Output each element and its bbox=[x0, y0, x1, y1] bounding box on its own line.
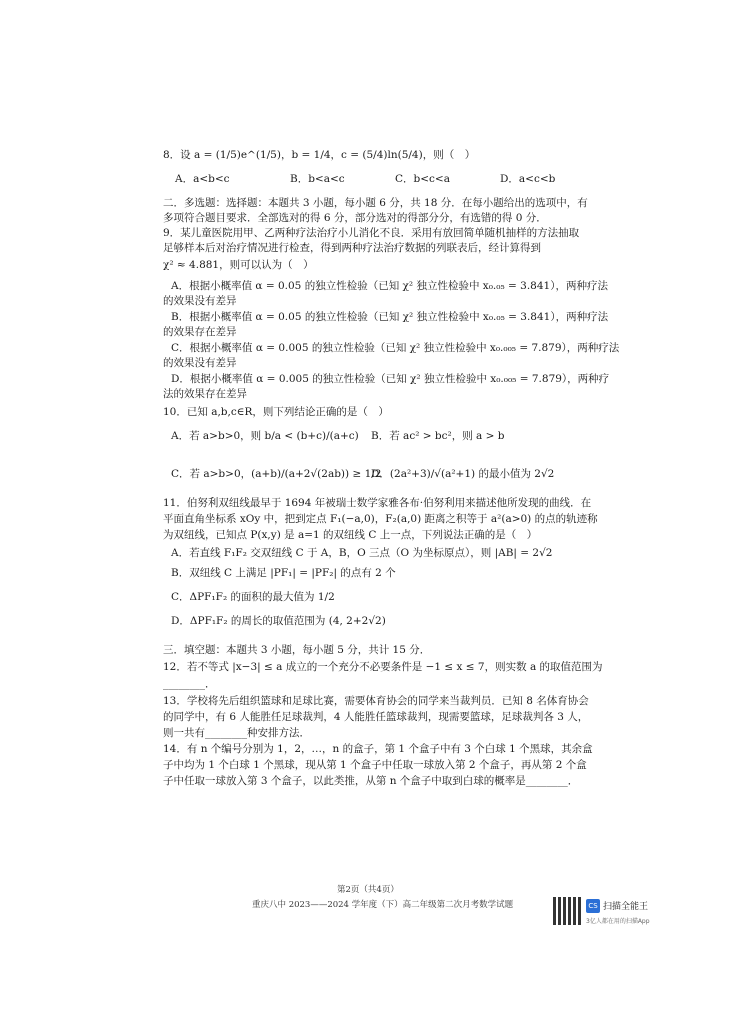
q12-line-2: ________． bbox=[163, 678, 216, 690]
qr-code-icon bbox=[553, 897, 581, 925]
q12-line-1: 12．若不等式 |x−3| ≤ a 成立的一个充分不必要条件是 −1 ≤ x ≤ 7，则实数 a 的取值范围为 bbox=[163, 661, 603, 673]
q9-option-a-2: 的效果没有差异 bbox=[163, 295, 237, 307]
q10-option-b: B．若 ac² > bc²，则 a > b bbox=[371, 430, 505, 442]
q9-line-2: 足够样本后对治疗情况进行检查，得到两种疗法治疗数据的列联表后，经计算得到 bbox=[163, 242, 541, 254]
q10-option-a: A．若 a>b>0，则 b/a < (b+c)/(a+c) bbox=[171, 430, 359, 442]
q9-option-b-2: 的效果存在差异 bbox=[163, 326, 237, 338]
q8-stem: 8．设 a = (1/5)e^(1/5)，b = 1/4，c = (5/4)ln(5/4)，则（ ） bbox=[163, 149, 476, 161]
section3-header: 三．填空题：本题共 3 小题，每小题 5 分，共计 15 分． bbox=[163, 644, 431, 656]
q14-line-2: 子中均为 1 个白球 1 个黑球，现从第 1 个盒子中任取一球放入第 2 个盒子，再从第 2 个盒 bbox=[163, 759, 587, 771]
q10-option-d: D．(2a²+3)/√(a²+1) 的最小值为 2√2 bbox=[371, 468, 555, 480]
q11-option-d: D．ΔPF₁F₂ 的周长的取值范围为 (4, 2+2√2) bbox=[171, 615, 386, 627]
q9-line-3: χ² ≈ 4.881，则可以认为（ ） bbox=[163, 259, 314, 271]
section2-header: 二．多选题：选择题：本题共 3 小题，每小题 6 分，共 18 分．在每小题给出的选项中，有 bbox=[163, 197, 588, 209]
q11-option-a: A．若直线 F₁F₂ 交双纽线 C 于 A，B，O 三点（O 为坐标原点），则 |AB| = 2√2 bbox=[171, 547, 553, 559]
q9-line-1: 9．某儿童医院用甲、乙两种疗法治疗小儿消化不良．采用有放回简单随机抽样的方法抽取 bbox=[163, 227, 580, 239]
q8-option-d: D．a<c<b bbox=[500, 173, 556, 185]
q14-line-1: 14．有 n 个编号分别为 1，2，…，n 的盒子，第 1 个盒子中有 3 个白球 1 个黑球，其余盒 bbox=[163, 743, 593, 755]
camscanner-logo-icon: CS bbox=[586, 899, 600, 913]
q9-option-b-1: B．根据小概率值 α = 0.05 的独立性检验（已知 χ² 独立性检验中 x₀.₀₅ = 3.841），两种疗法 bbox=[171, 311, 609, 323]
q14-line-3: 子中任取一球放入第 3 个盒子，以此类推，从第 n 个盒子中取到白球的概率是________． bbox=[163, 775, 579, 787]
scanner-app-name: 扫描全能王 bbox=[603, 902, 649, 912]
q9-option-d-2: 法的效果存在差异 bbox=[163, 388, 247, 400]
q8-option-b: B．b<a<c bbox=[290, 173, 345, 185]
q11-line-1: 11．伯努利双纽线最早于 1694 年被瑞士数学家雅各布·伯努利用来描述他所发现的曲线．在 bbox=[163, 497, 592, 509]
q9-option-c-1: C．根据小概率值 α = 0.005 的独立性检验（已知 χ² 独立性检验中 x₀.₀₀₅ = 7.879），两种疗法 bbox=[171, 342, 620, 354]
q11-line-2: 平面直角坐标系 xOy 中，把到定点 F₁(−a,0)，F₂(a,0) 距离之积等于 a²(a>0) 的点的轨迹称 bbox=[163, 513, 598, 525]
section2-header-2: 多项符合题目要求．全部选对的得 6 分，部分选对的得部分分，有选错的得 0 分． bbox=[163, 212, 547, 224]
q13-line-3: 则一共有________种安排方法． bbox=[163, 727, 310, 739]
q10-stem: 10．已知 a,b,c∈R，则下列结论正确的是（ ） bbox=[163, 406, 389, 418]
q11-option-b: B．双纽线 C 上满足 |PF₁| = |PF₂| 的点有 2 个 bbox=[171, 567, 396, 579]
q8-option-a: A．a<b<c bbox=[175, 173, 230, 185]
q13-line-1: 13．学校将先后组织篮球和足球比赛，需要体育协会的同学来当裁判员．已知 8 名体育协会 bbox=[163, 695, 589, 707]
q9-option-c-2: 的效果没有差异 bbox=[163, 357, 237, 369]
page-number: 第2页（共4页） bbox=[337, 885, 399, 895]
q9-option-d-1: D．根据小概率值 α = 0.005 的独立性检验（已知 χ² 独立性检验中 x₀.₀₀₅ = 7.879），两种疗 bbox=[171, 373, 610, 385]
q11-option-c: C．ΔPF₁F₂ 的面积的最大值为 1/2 bbox=[171, 591, 335, 603]
q13-line-2: 的同学中，有 6 人能胜任足球裁判，4 人能胜任篮球裁判，现需要篮球，足球裁判各 3 人， bbox=[163, 711, 589, 723]
exam-title: 重庆八中 2023——2024 学年度（下）高二年级第二次月考数学试题 bbox=[252, 900, 514, 910]
q11-line-3: 为双纽线，已知点 P(x,y) 是 a=1 的双纽线 C 上一点，下列说法正确的是（ ） bbox=[163, 529, 538, 541]
q10-option-c: C．若 a>b>0，(a+b)/(a+2√(2ab)) ≥ 1/2 bbox=[171, 468, 382, 480]
scanner-app-tagline: 3亿人都在用的扫描App bbox=[586, 918, 650, 925]
q9-option-a-1: A．根据小概率值 α = 0.05 的独立性检验（已知 χ² 独立性检验中 x₀.₀₅ = 3.841），两种疗法 bbox=[171, 280, 608, 292]
q8-option-c: C．b<c<a bbox=[395, 173, 450, 185]
